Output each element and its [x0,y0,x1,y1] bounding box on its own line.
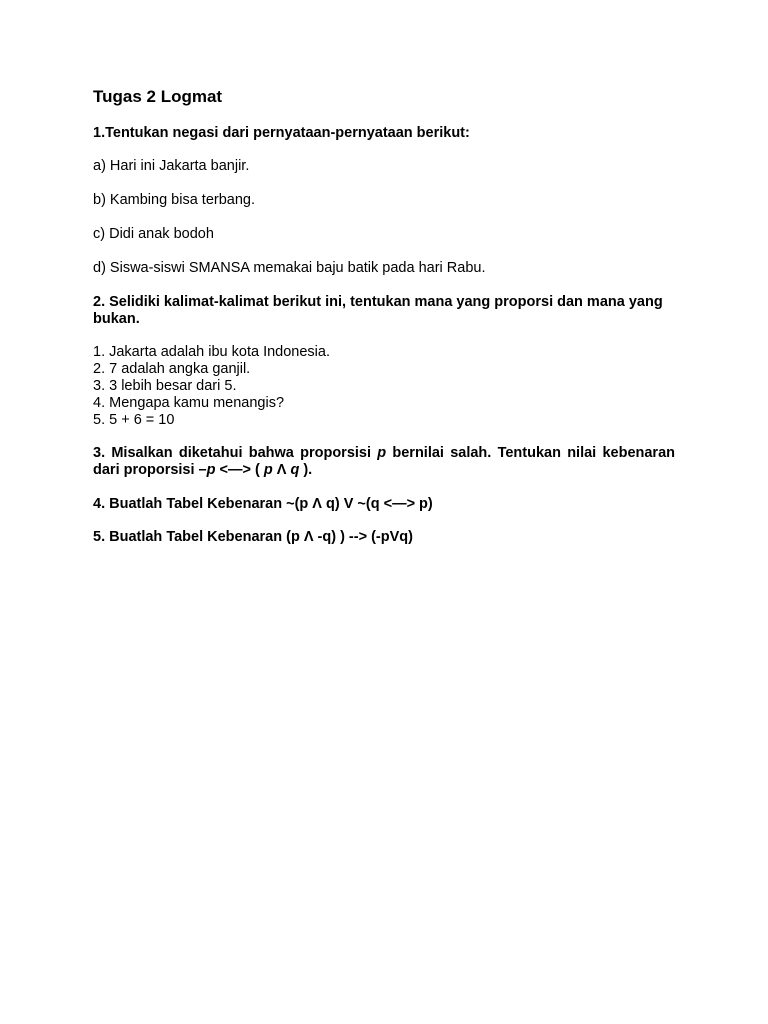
variable-p: p [263,462,273,478]
variable-p: p [206,462,216,478]
question-3-part: bernilai salah. Tentukan nilai kebenaran dari proporsisi – [93,445,675,478]
question-4-text: 4. Buatlah Tabel Kebenaran ~(p Λ q) V ~(q <—> p) [93,496,433,512]
question-1-item-a: a) Hari ini Jakarta banjir. [93,158,250,174]
question-1-item-c: c) Didi anak bodoh [93,226,214,242]
question-2-item: 5. 5 + 6 = 10 [93,412,175,428]
question-3-part: <—> ( [215,462,264,478]
question-3-part: ). [299,462,313,478]
question-1-item-d: d) Siswa-siswi SMANSA memakai baju batik pada hari Rabu. [93,260,486,276]
question-2-item: 4. Mengapa kamu menangis? [93,395,285,411]
question-3-part: 3. Misalkan diketahui bahwa proporsisi [93,445,378,461]
variable-p: p [377,445,387,461]
question-2-heading: 2. Selidiki kalimat-kalimat berikut ini, tentukan mana yang proporsi dan mana yang bukan. [93,294,663,327]
question-2-item: 1. Jakarta adalah ibu kota Indonesia. [93,344,330,360]
document-title: Tugas 2 Logmat [93,87,223,106]
question-3-text [93,445,675,479]
question-2-item: 2. 7 adalah angka ganjil. [93,361,251,377]
question-3-part: Λ [272,462,291,478]
question-1-item-b: b) Kambing bisa terbang. [93,192,256,208]
question-5-text: 5. Buatlah Tabel Kebenaran (p Λ -q) ) --> (-pVq) [93,529,413,545]
question-1-heading: 1.Tentukan negasi dari pernyataan-pernyataan berikut: [93,125,470,141]
variable-q: q [290,462,300,478]
question-2-item: 3. 3 lebih besar dari 5. [93,378,237,394]
question-2-list [93,344,675,429]
